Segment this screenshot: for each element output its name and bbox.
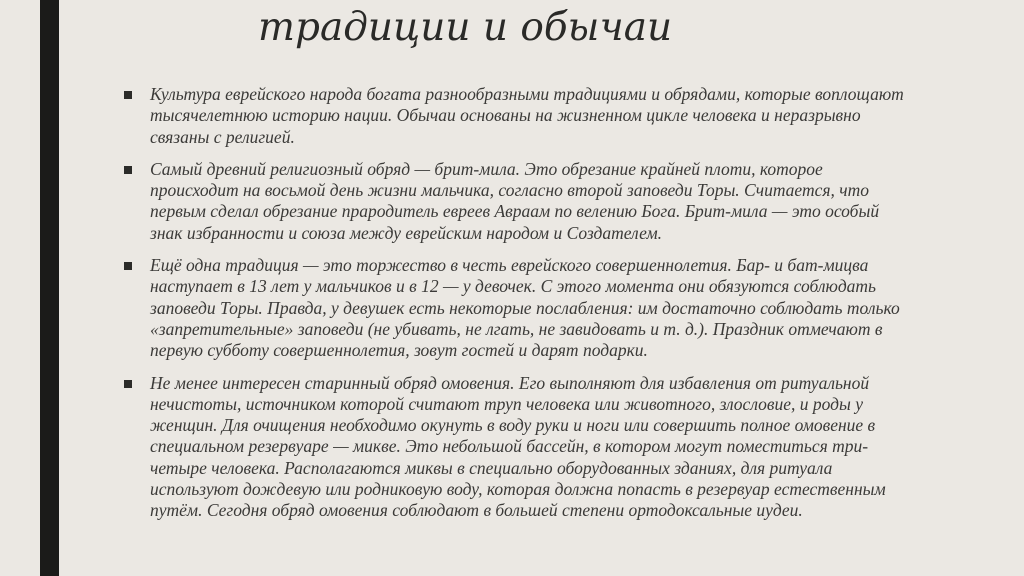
bullet-text: Ещё одна традиция — это торжество в честь еврейского совершеннолетия. Бар- и бат-мицва наступает в 13 лет у мальчиков и в 12 — у девочек. С этого момента они обязуются соблюдать заповеди Торы. Правда, у девушек есть некоторые послабления: им достаточно соблюдать только «запретительные» заповеди (не убивать, не лгать, не завидовать и т. д.). Праздник отмечают в первую субботу совершеннолетия, зовут гостей и дарят подарки.: [150, 255, 900, 361]
square-bullet-icon: [124, 262, 132, 270]
square-bullet-icon: [124, 166, 132, 174]
slide-title: традиции и обычаи: [258, 5, 673, 50]
bullet-list: [124, 84, 914, 533]
bullet-item: [124, 159, 914, 244]
bullet-text: Самый древний религиозный обряд — брит-мила. Это обрезание крайней плоти, которое происходит на восьмой день жизни мальчика, согласно второй заповеди Торы. Считается, что первым сделал обрезание прародитель евреев Авраам по велению Бога. Брит-мила — это особый знак избранности и союза между еврейским народом и Создателем.: [150, 158, 880, 243]
square-bullet-icon: [124, 91, 132, 99]
square-bullet-icon: [124, 380, 132, 388]
bullet-item: [124, 255, 914, 361]
left-accent-bar: [40, 0, 59, 576]
bullet-text: Не менее интересен старинный обряд омовения. Его выполняют для избавления от ритуальной нечистоты, источником которой считают труп человека или животного, злословие, и роды у женщин. Для очищения необходимо окунуть в воду руки и ноги или совершить полное омовение в специальном резервуаре — микве. Это небольшой бассейн, в котором могут поместиться три-четыре человека. Располагаются миквы в специально оборудованных зданиях, для ритуала используют дождевую или родниковую воду, которая должна попасть в резервуар естественным путём. Сегодня обряд омовения соблюдают в большей степени ортодоксальные иудеи.: [150, 372, 886, 521]
bullet-item: [124, 84, 914, 148]
bullet-item: [124, 373, 914, 522]
bullet-text: Культура еврейского народа богата разнообразными традициями и обрядами, которые воплощают тысячелетнюю историю нации. Обычаи основаны на жизненном цикле человека и неразрывно связаны с религией.: [150, 84, 904, 147]
